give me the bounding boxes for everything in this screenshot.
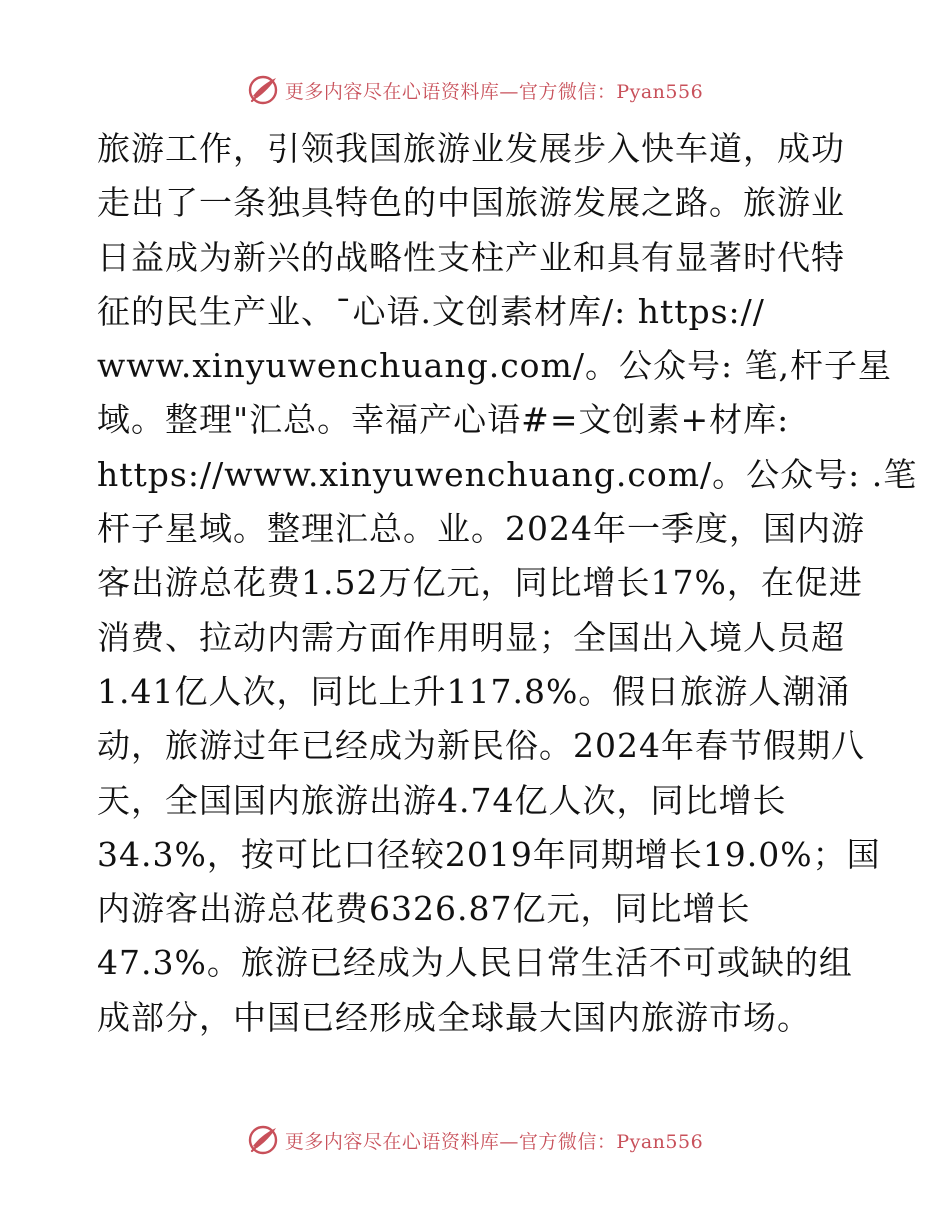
- text-line: 47.3%。旅游已经成为人民日常生活不可或缺的组: [97, 943, 853, 983]
- text-line: 杆子星域。整理汇总。业。2024年一季度，国内游: [97, 509, 865, 549]
- text-line: 走出了一条独具特色的中国旅游发展之路。旅游业: [97, 183, 845, 223]
- text-line: 消费、拉动内需方面作用明显；全国出入境人员超: [97, 617, 845, 657]
- text-line: 成部分，中国已经形成全球最大国内旅游市场。: [97, 997, 811, 1037]
- text-line: 客出游总花费1.52万亿元，同比增长17%，在促进: [97, 563, 863, 603]
- header-banner: [0, 70, 950, 110]
- text-line: 1.41亿人次，同比上升117.8%。假日旅游人潮涌: [97, 671, 851, 711]
- quill-logo-icon: [247, 74, 279, 106]
- text-line: 日益成为新兴的战略性支柱产业和具有显著时代特: [97, 237, 845, 277]
- text-line: 天，全国国内旅游出游4.74亿人次，同比增长: [97, 780, 787, 820]
- quill-logo-icon: [247, 1124, 279, 1156]
- text-line: 34.3%，按可比口径较2019年同期增长19.0%；国: [97, 834, 881, 874]
- text-line: 动，旅游过年已经成为新民俗。2024年春节假期八: [97, 726, 865, 766]
- text-line: 旅游工作，引领我国旅游业发展步入快车道，成功: [97, 129, 845, 168]
- footer-banner-text: 更多内容尽在心语资料库—官方微信：Pyan556: [284, 1130, 704, 1153]
- footer-banner: [0, 1120, 950, 1160]
- body-paragraph: [97, 122, 918, 1045]
- text-line: www.xinyuwenchuang.com/。公众号: 笔,杆子星: [97, 346, 893, 386]
- header-banner-text: 更多内容尽在心语资料库—官方微信：Pyan556: [284, 80, 704, 103]
- text-line: https://www.xinyuwenchuang.com/。公众号: .笔: [97, 454, 918, 494]
- text-line: 域。整理"汇总。幸福产心语#=文创素+材库:: [97, 400, 790, 440]
- text-line: 内游客出游总花费6326.87亿元，同比增长: [97, 889, 751, 929]
- text-line: 征的民生产业、¯心语.文创素材库/: https://: [97, 291, 765, 331]
